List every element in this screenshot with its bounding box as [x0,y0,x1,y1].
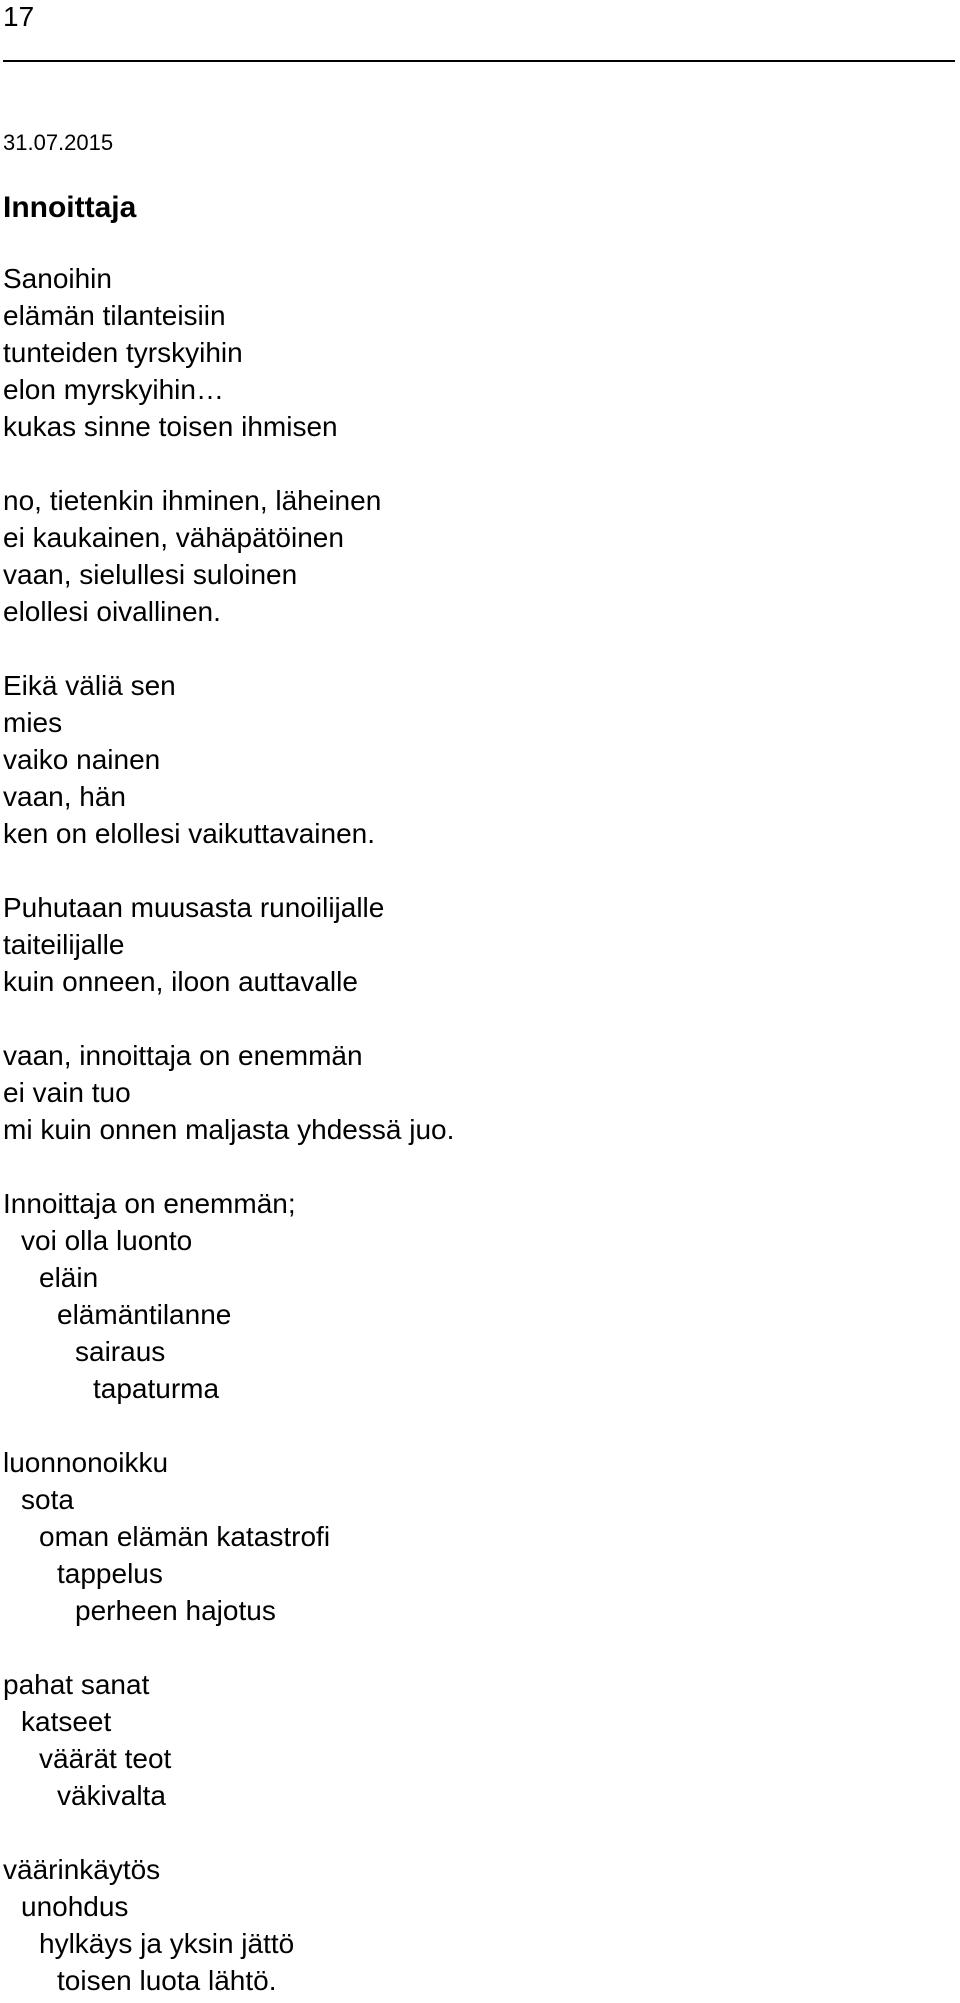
poem-title: Innoittaja [3,191,137,224]
poem-line: no, tietenkin ihminen, läheinen [3,485,382,516]
poem-line: kuin onneen, iloon auttavalle [3,966,358,997]
stanza-break [3,852,953,889]
poem-line: väärinkäytös [3,1854,161,1885]
poem-line: pahat sanat [3,1669,150,1700]
stanza [3,1185,953,1407]
poem-line: mi kuin onnen maljasta yhdessä juo. [3,1114,455,1145]
poem-line: taiteilijalle [3,929,125,960]
poem-line: Innoittaja on enemmän; [3,1188,296,1219]
poem-line: kukas sinne toisen ihmisen [3,411,338,442]
stanza [3,1037,953,1148]
poem-line: vaan, hän [3,781,126,812]
stanza-break [3,445,953,482]
stanza-break [3,630,953,667]
stanza [3,1444,953,1629]
poem-line: tappelus [57,1558,163,1589]
poem-line: väärät teot [39,1743,172,1774]
stanza [3,1666,953,1814]
poem-line: elämän tilanteisiin [3,300,226,331]
stanza-break [3,1000,953,1037]
poem-line: oman elämän katastrofi [39,1521,331,1552]
page-number: 17 [3,1,35,32]
stanza-break [3,1407,953,1444]
poem-line: unohdus [21,1891,129,1922]
poem-line: väkivalta [57,1780,166,1811]
poem-line: toisen luota lähtö. [57,1965,277,1996]
poem-line: ken on elollesi vaikuttavainen. [3,818,376,849]
poem-line: vaan, sielullesi suloinen [3,559,298,590]
poem-line: sota [21,1484,74,1515]
poem-line: vaiko nainen [3,744,161,775]
poem-line: sairaus [75,1336,166,1367]
poem-body [3,260,953,1999]
poem-date: 31.07.2015 [3,130,114,155]
poem-line: hylkäys ja yksin jättö [39,1928,295,1959]
poem-line: perheen hajotus [75,1595,276,1626]
poem-line: voi olla luonto [21,1225,193,1256]
poem-line: elollesi oivallinen. [3,596,221,627]
poem-line: Puhutaan muusasta runoilijalle [3,892,385,923]
poem-line: katseet [21,1706,112,1737]
poem-line: tapaturma [93,1373,220,1404]
poem-line: tunteiden tyrskyihin [3,337,243,368]
stanza [3,889,953,1000]
poem-line: luonnonoikku [3,1447,169,1478]
poem-line: Eikä väliä sen [3,670,176,701]
poem-line: Sanoihin [3,263,112,294]
stanza-break [3,1148,953,1185]
poem-line: vaan, innoittaja on enemmän [3,1040,363,1071]
stanza [3,667,953,852]
poem-line: eläin [39,1262,99,1293]
poem-line: elon myrskyihin… [3,374,224,405]
stanza [3,1851,953,1999]
poem-line: ei kaukainen, vähäpätöinen [3,522,344,553]
poem-line: mies [3,707,63,738]
poem-line: ei vain tuo [3,1077,131,1108]
stanza [3,482,953,630]
header-rule [3,60,955,62]
poem-line: elämäntilanne [57,1299,232,1330]
stanza [3,260,953,445]
stanza-break [3,1814,953,1851]
stanza-break [3,1629,953,1666]
